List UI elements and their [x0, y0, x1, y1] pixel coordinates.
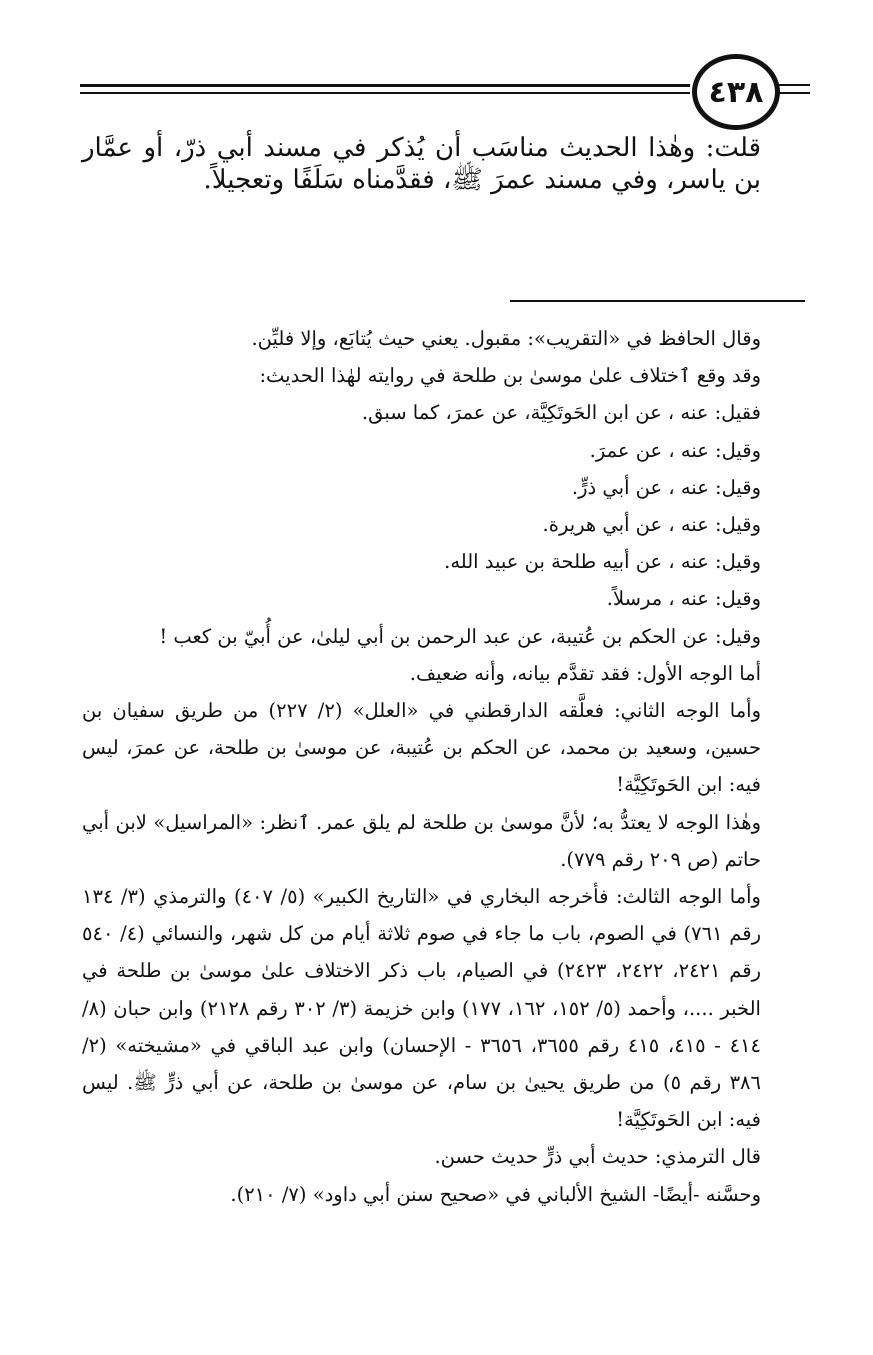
- footnote-line: وقيل: عنه ، عن عمرَ.: [589, 438, 761, 462]
- footnote-line: وقيل: عنه ، عن أبيه طلحة بن عبيد الله.: [444, 550, 761, 574]
- footnote-line: وقيل: عن الحكم بن عُتيبة، عن عبد الرحمن بن أبي ليلىٰ، عن أُبيّ بن كعب !: [159, 624, 761, 648]
- page-number: ٤٣٨: [692, 54, 780, 130]
- header-rule: [775, 84, 810, 86]
- footnote-line: قال الترمذي: حديث أبي ذرٍّ حديث حسن.: [434, 1145, 761, 1169]
- footnote-paragraph: وأما الوجه الثاني: فعلَّقه الدارقطني في «العلل» (٢/ ٢٢٧) من طريق سفيان بن حسين، وسعيد بن محمد، عن الحكم بن عُتيبة، عن موسىٰ بن طلحة، عن عمرَ، ليس فيه: ابن الحَوتَكِيَّة!: [82, 699, 761, 797]
- header-rule: [775, 92, 810, 94]
- footnote-line: فقيل: عنه ، عن ابن الحَوتَكِيَّة، عن عمرَ، كما سبق.: [361, 401, 761, 425]
- header-rule: [80, 84, 690, 87]
- footnote-separator: [510, 300, 805, 302]
- footnote-paragraph: وأما الوجه الثالث: فأخرجه البخاري في «التاريخ الكبير» (٥/ ٤٠٧) والترمذي (٣/ ١٣٤ رقم ٧٦١) في الصوم، باب ما جاء في صوم ثلاثة أيام من كل شهر، والنسائي (٤/ ٥٤٠ رقم ٢٤٢١، ٢٤٢٢، ٢٤٢٣) في الصيام، باب ذكر الاختلاف علىٰ موسىٰ بن طلحة في الخبر ....، وأحمد (٥/ ١٥٢، ١٦٢، ١٧٧) وابن خزيمة (٣/ ٣٠٢ رقم ٢١٢٨) وابن حبان (٨/ ٤١٤ - ٤١٥، ٤١٥ رقم ٣٦٥٥، ٣٦٥٦ - الإحسان) وابن عبد الباقي في «مشيخته» (٢/ ٣٨٦ رقم ٥) من طريق يحيىٰ بن سام، عن موسىٰ بن طلحة، عن أبي ذرٍّ ﷺ. ليس فيه: ابن الحَوتَكِيَّة!: [82, 885, 762, 1132]
- footnote-line: وقيل: عنه ، عن أبي هريرة.: [542, 513, 761, 537]
- footnote-line: وقيل: عنه ، مرسلاً.: [606, 587, 761, 611]
- footnote-line: وقيل: عنه ، عن أبي ذرٍّ.: [571, 475, 761, 499]
- footnote-paragraph: وهٰذا الوجه لا يعتدُّ به؛ لأنَّ موسىٰ بن طلحة لم يلق عمر. ٱنظر: «المراسيل» لابن أبي حاتم (ص ٢٠٩ رقم ٧٧٩).: [82, 810, 761, 871]
- main-paragraph: قلت: وهٰذا الحديث مناسَب أن يُذكر في مسند أبي ذرّ، أو عمَّار بن ياسر، وفي مسند عمرَ ﷺ، فقدَّمناه سَلَفًا وتعجيلاً.: [82, 133, 761, 195]
- main-text: [82, 132, 761, 196]
- footnote-line: وحسَّنه -أيضًا- الشيخ الألباني في «صحيح سنن أبي داود» (٧/ ٢١٠).: [230, 1182, 761, 1206]
- footnote-line: وقال الحافظ في «التقريب»: مقبول. يعني حيث يُتابَع، وإلا فليِّن.: [251, 327, 761, 350]
- footnote-line: أما الوجه الأول: فقد تقدَّم بيانه، وأنه ضعيف.: [409, 661, 761, 685]
- header-rule: [80, 92, 690, 94]
- footnote-line: وقد وقع ٱختلاف علىٰ موسىٰ بن طلحة في روايته لهٰذا الحديث:: [259, 364, 761, 388]
- footnotes: [82, 320, 761, 1213]
